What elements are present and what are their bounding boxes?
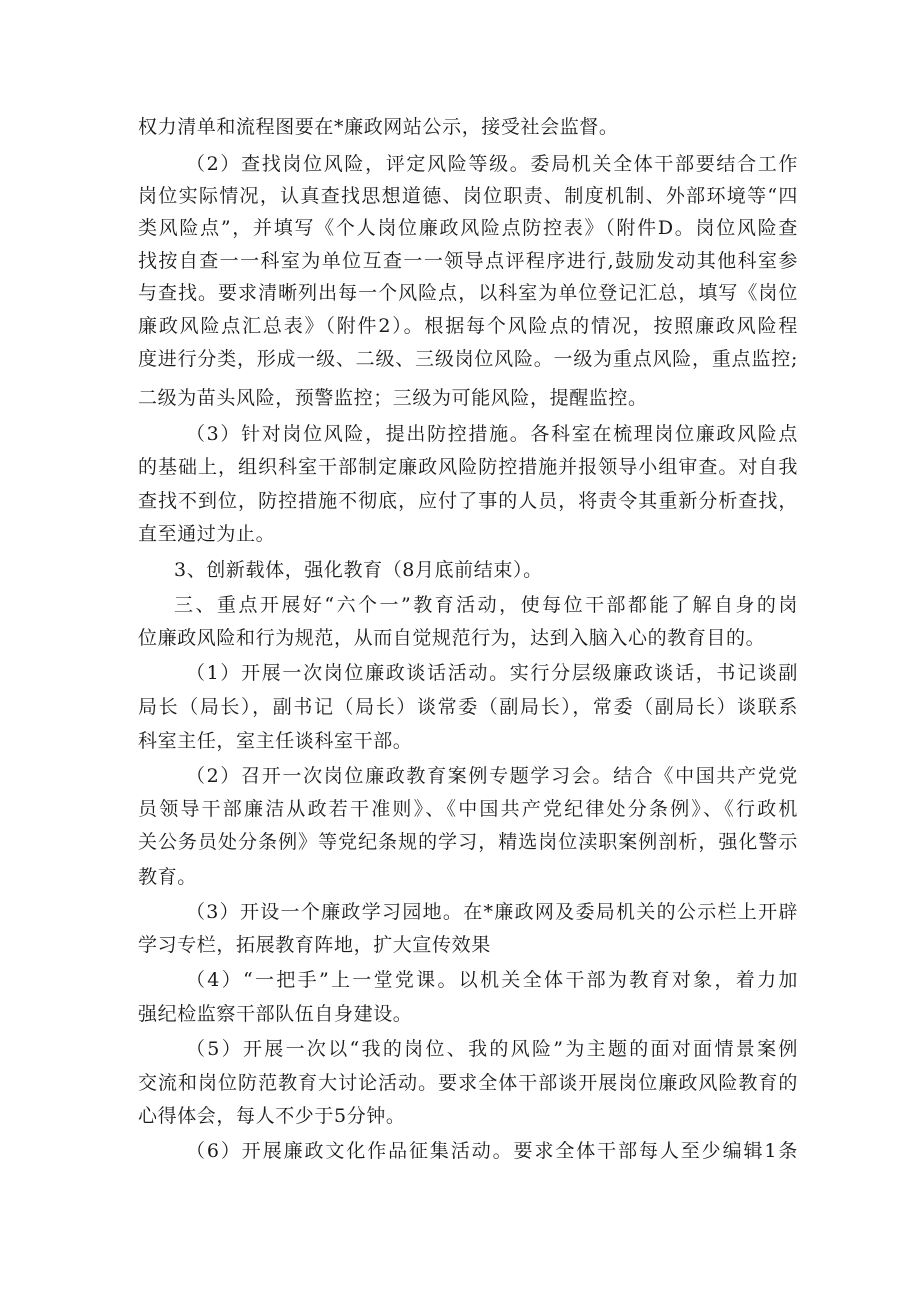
text-line: 二级为苗头风险，预警监控；三级为可能风险，提醒监控。 xyxy=(138,387,648,409)
text-line: （2）查找岗位风险，评定风险等级。委局机关全体干部要结合工作 xyxy=(186,153,798,175)
text-line: 3、创新载体，强化教育（8月底前结束）。 xyxy=(174,559,543,581)
text-line: 员领导干部廉洁从政若干准则》、《中国共产党纪律处分条例》、《行政机 xyxy=(138,798,798,820)
text-line: （1）开展一次岗位廉政谈话活动。实行分层级廉政谈话，书记谈副 xyxy=(186,662,798,684)
text-line: 查找不到位，防控措施不彻底，应付了事的人员，将责令其重新分析查找， xyxy=(138,490,798,512)
text-line: 心得体会，每人不少于5分钟。 xyxy=(138,1105,406,1127)
text-line: （4）“一把手”上一堂党课。以机关全体干部为教育对象，着力加 xyxy=(186,969,798,991)
text-line: （3）针对岗位风险，提出防控措施。各科室在梳理岗位廉政风险点 xyxy=(186,423,798,445)
text-line: 类风险点”，并填写《个人岗位廉政风险点防控表》（附件D。岗位风险查 xyxy=(138,217,798,239)
text-line: 的基础上，组织科室干部制定廉政风险防控措施并报领导小组审查。对自我 xyxy=(138,456,798,478)
text-line: 与查找。要求清晰列出每一个风险点，以科室为单位登记汇总，填写《岗位 xyxy=(138,282,798,304)
text-line: （3）开设一个廉政学习园地。在*廉政网及委局机关的公示栏上开辟 xyxy=(186,901,798,923)
text-line: 岗位实际情况，认真查找思想道德、岗位职责、制度机制、外部环境等“四 xyxy=(138,185,798,207)
text-line: （2）召开一次岗位廉政教育案例专题学习会。结合《中国共产党党 xyxy=(186,765,798,787)
text-line: 权力清单和流程图要在*廉政网站公示，接受社会监督。 xyxy=(138,116,619,138)
text-line: （5）开展一次以“我的岗位、我的风险”为主题的面对面情景案例 xyxy=(186,1038,798,1060)
text-line: 交流和岗位防范教育大讨论活动。要求全体干部谈开展岗位廉政风险教育的 xyxy=(138,1072,798,1094)
text-line: 强纪检监察干部队伍自身建设。 xyxy=(138,1003,413,1025)
text-line: 学习专栏，拓展教育阵地，扩大宣传效果 xyxy=(138,934,491,956)
text-line: 廉政风险点汇总表》（附件2）。根据每个风险点的情况，按照廉政风险程 xyxy=(138,315,798,337)
text-line: 直至通过为止。 xyxy=(138,523,276,545)
text-line: 找按自查一一科室为单位互查一一领导点评程序进行,鼓励发动其他科室参 xyxy=(138,250,798,272)
text-line: 关公务员处分条例》等党纪条规的学习，精选岗位渎职案例剖析，强化警示 xyxy=(138,831,798,853)
text-line: 位廉政风险和行为规范，从而自觉规范行为，达到入脑入心的教育目的。 xyxy=(138,627,766,649)
text-line: （6）开展廉政文化作品征集活动。要求全体干部每人至少编辑1条 xyxy=(186,1140,798,1162)
text-line: 度进行分类，形成一级、二级、三级岗位风险。一级为重点风险，重点监控; xyxy=(138,348,798,370)
text-line: 教育。 xyxy=(138,866,197,888)
text-line: 三、重点开展好“六个一”教育活动，使每位干部都能了解自身的岗 xyxy=(174,594,798,616)
text-line: 局长（局长），副书记（局长）谈常委（副局长），常委（副局长）谈联系 xyxy=(138,696,798,718)
text-line: 科室主任，室主任谈科室干部。 xyxy=(138,730,413,752)
